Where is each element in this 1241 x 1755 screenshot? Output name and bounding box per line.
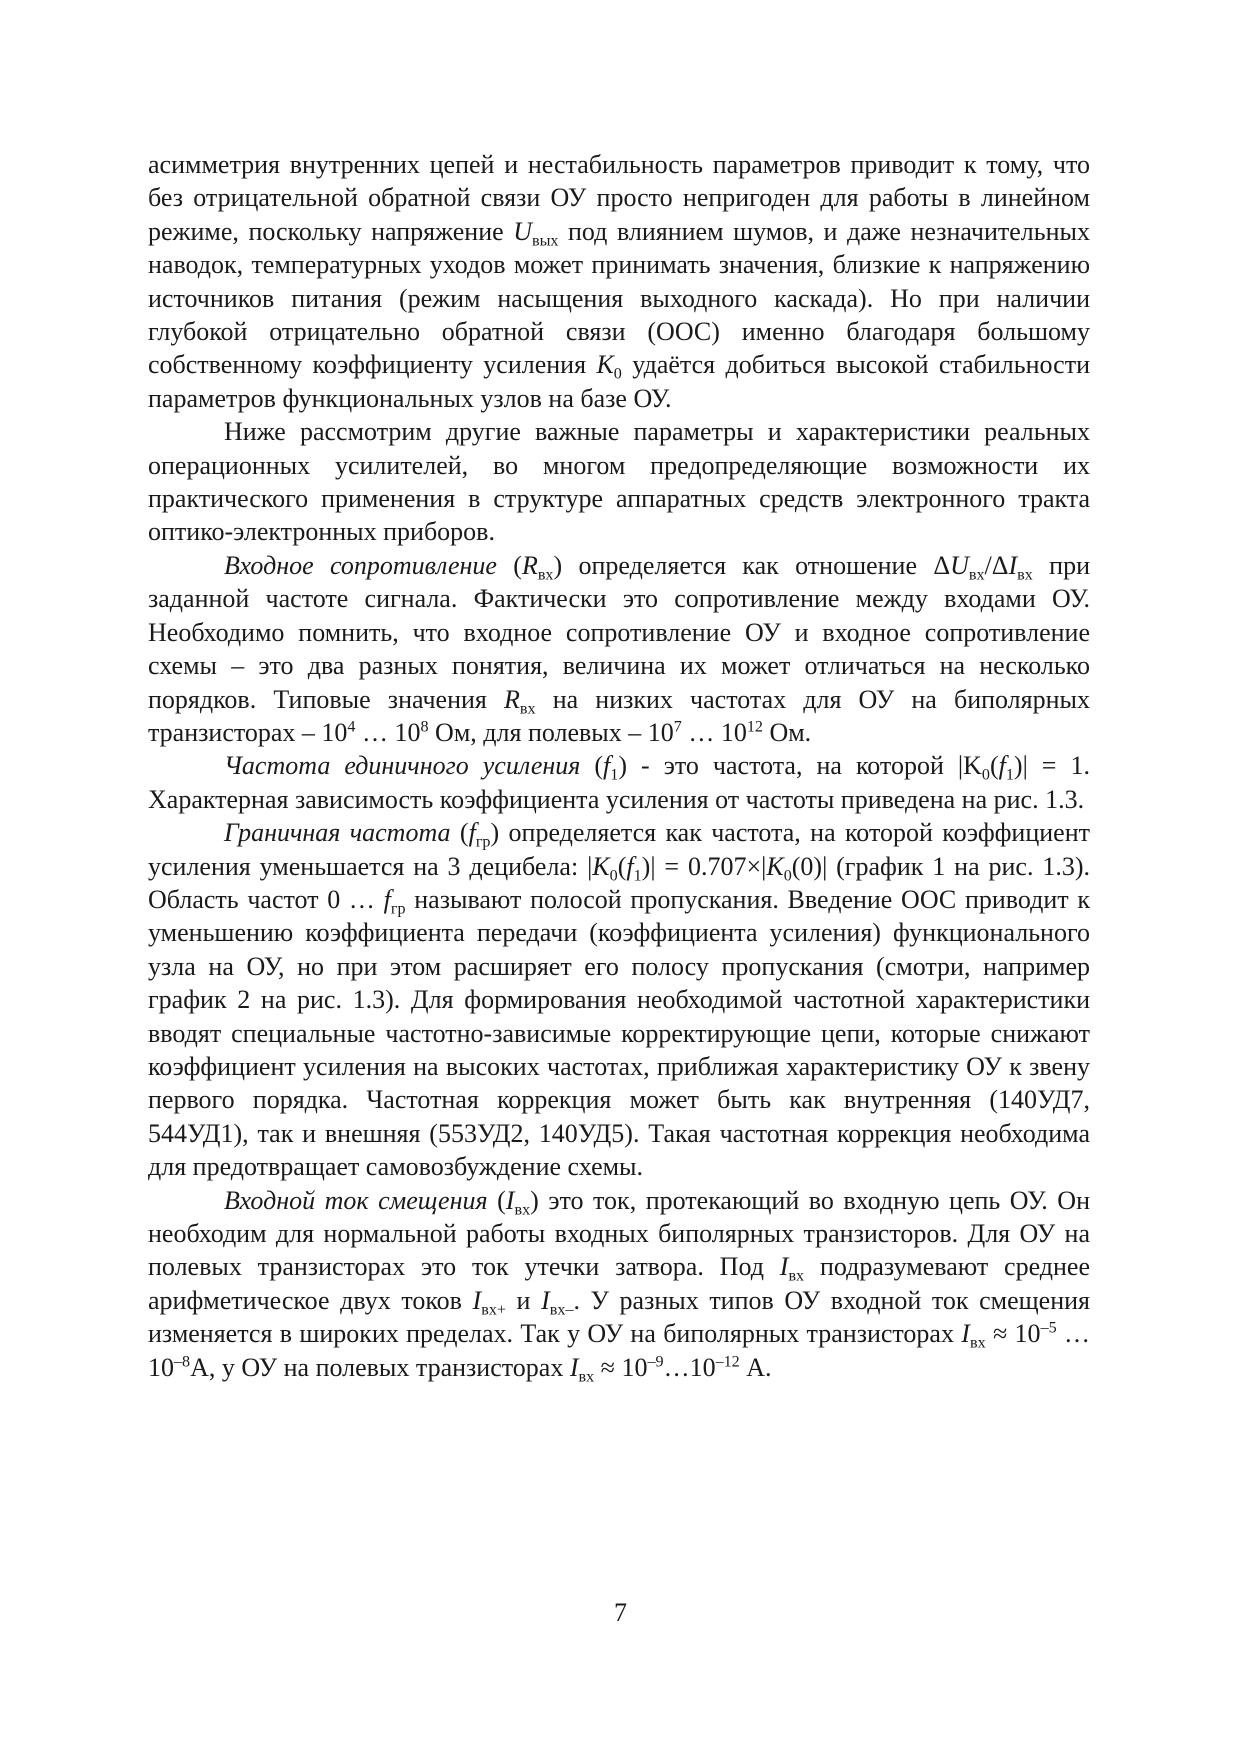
term-cutoff-frequency: Граничная частота (224, 818, 451, 848)
paragraph-continuation: асимметрия внутренних цепей и нестабильность параметров приводит к тому, что без отрицательной обратной связи ОУ просто непригоден для работы в линейном режиме, поскольку напряжение $U_{вых}$ под влиянием шумов, и даже незначительных наводок, температурных уходов может принимать значения, близкие к напряжению источников питания (режим насыщения выходного каскада). Но при наличии глубокой отрицательно обратной связи (ООС) именно благодаря большому собственному коэффициенту усиления $K_0$ удаётся добиться высокой стабильности параметров функциональных узлов на базе ОУ. (148, 150, 1091, 413)
paragraph-input-bias-current: Входной ток смещения $(I_{вх})$ это ток, протекающий во входную цепь ОУ. Он необходим для нормальной работы входных биполярных транзисторов. Для ОУ на полевых транзисторах это ток утечки затвора. Под $I_{вх}$ подразумевают среднее арифметическое двух токов $I_{вх+}$ и $I_{вх-}$. У разных типов ОУ входной ток смещения изменяется в широких пределах. Так у ОУ на биполярных транзисторах $I_{вх} \approx 10^{-5}$ … $10^{-8}А$, у ОУ на полевых транзисторах $I_{вх}$ ≈ $10^{-9}\dots 10^{-12}$ А. (148, 1185, 1091, 1386)
term-input-resistance: Входное сопротивление (224, 550, 497, 580)
paragraph-input-resistance: Входное сопротивление $(R_{вх})$ определяется как отношение $\Delta U_{вх}/\Delta I_{вх}$ при заданной частоте сигнала. Фактически это сопротивление между входами ОУ. Необходимо помнить, что входное сопротивление ОУ и входное сопротивление схемы – это два разных понятия, величина их может отличаться на несколько порядков. Типовые значения $R_{вх}$ на низких частотах для ОУ на биполярных транзисторах – $10^4$ … $10^8$ Ом, для полевых – $10^7$ … $10^{12}$ Ом. (148, 550, 1091, 747)
term-unity-gain-frequency: Частота единичного усиления (224, 751, 581, 781)
page-number: 7 (614, 1598, 627, 1627)
term-input-bias-current: Входной ток смещения (224, 1185, 488, 1215)
paragraph-unity-gain-frequency: Частота единичного усиления $(f_1)$ - это частота, на которой $|K_0(f_1)| = 1$. Характерная зависимость коэффициента усиления от частоты приведена на рис. 1.3. (148, 751, 1090, 814)
paragraph-cutoff-frequency: Граничная частота $(f_{гр})$ определяется как частота, на которой коэффициент усиления уменьшается на 3 децибела: $|K_0(f_1)| = 0.707\times|K_0(0)|$ (график 1 на рис. 1.3). Область частот 0 … $f_{гр}$ называют полосой пропускания. Введение ООС приводит к уменьшению коэффициента передачи (коэффициента усиления) функционального узла на ОУ, но при этом расширяет его полосу пропускания (смотри, например график 2 на рис. 1.3). Для формирования необходимой частотной характеристики вводят специальные частотно-зависимые корректирующие цепи, которые снижают коэффициент усиления на высоких частотах, приближая характеристику ОУ к звену первого порядка. Частотная коррекция может быть как внутренняя (140УД7, 544УД1), так и внешняя (553УД2, 140УД5). Такая частотная коррекция необходима для предотвращает самовозбуждение схемы. (148, 818, 1091, 1182)
document-page (148, 148, 1090, 1384)
paragraph-intro: Ниже рассмотрим другие важные параметры и характеристики реальных операционных усилителей, во многом предопределяющие возможности их практического применения в структуре аппаратных средств электронного тракта оптико-электронных приборов. (148, 417, 1090, 547)
